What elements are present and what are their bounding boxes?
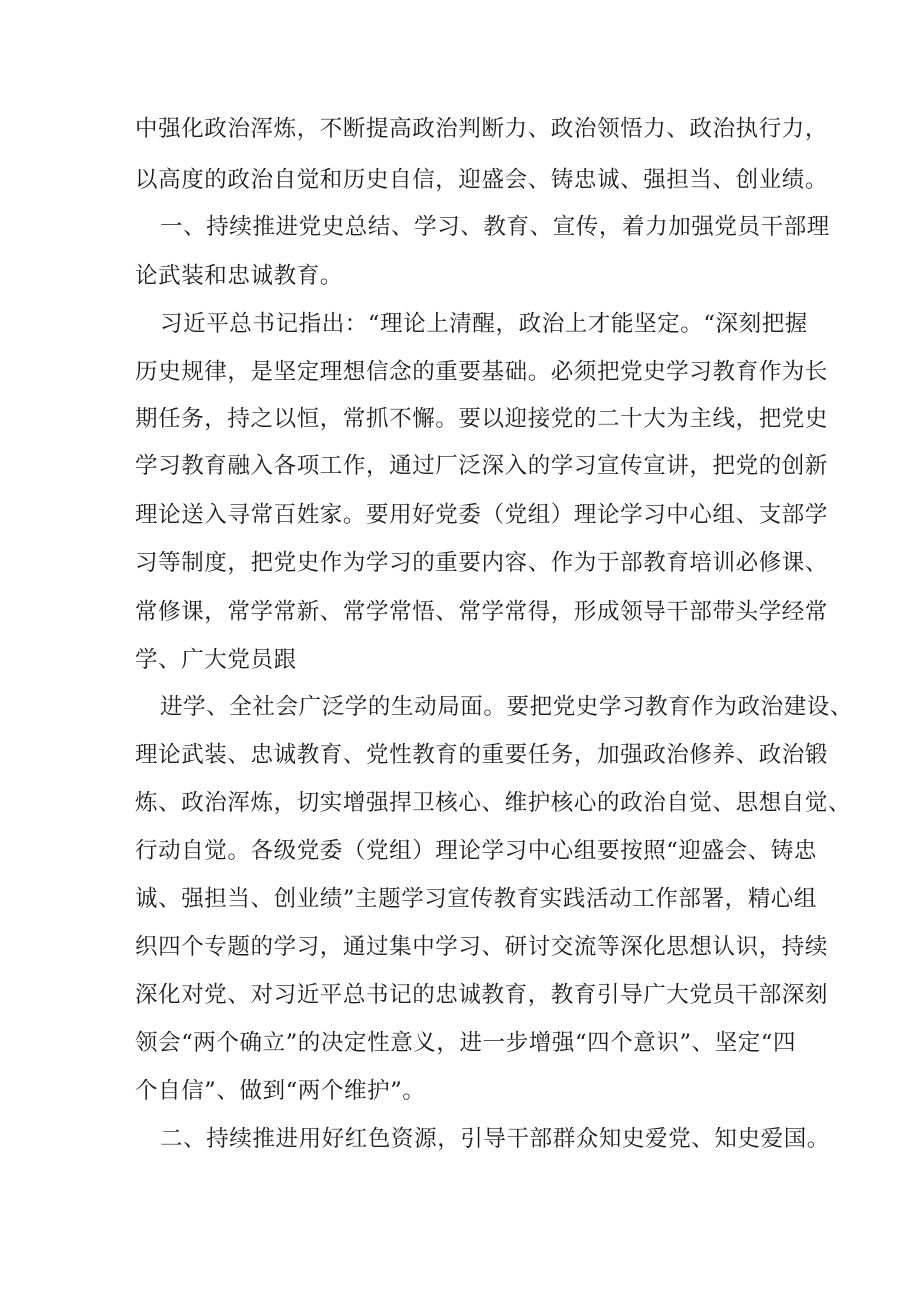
section-heading-1-cont: 论武装和忠诚教育。 [135, 263, 343, 289]
text-line: 行动自觉。各级党委（党组）理论学习中心组要按照“迎盛会、铸忠 [135, 838, 818, 864]
text-line: 以高度的政治自觉和历史自信，迎盛会、铸忠诚、强担当、创业绩。 [135, 167, 829, 193]
text-line: 历史规律，是坚定理想信念的重要基础。必须把党史学习教育作为长 [135, 359, 829, 385]
text-line: 习等制度，把党史作为学习的重要内容、作为于部教育培训必修课、 [135, 550, 829, 576]
section-heading-2: 二、持续推进用好红色资源，引导干部群众知史爱党、知史爱国。 [160, 1126, 830, 1152]
text-line: 期任务，持之以恒，常抓不懈。要以迎接党的二十大为主线，把党史 [135, 406, 829, 432]
text-line: 深化对党、对习近平总书记的忠诚教育，教育引导广大党员干部深刻 [135, 982, 829, 1008]
text-line: 个自信”、做到“两个维护”。 [135, 1078, 426, 1104]
text-line: 进学、全社会广泛学的生动局面。要把党史学习教育作为政治建设、 [160, 694, 854, 720]
text-line: 习近平总书记指出：“理论上清醒，政治上才能坚定。“深刻把握 [160, 311, 808, 337]
text-line: 理论武装、忠诚教育、党性教育的重要任务，加强政治修养、政治锻 [135, 742, 829, 768]
text-line: 学、广大党员跟 [135, 647, 297, 673]
text-line: 炼、政治浑炼，切实增强捍卫核心、维护核心的政治自觉、思想自觉、 [135, 790, 852, 816]
text-line: 学习教育融入各项工作，通过厂泛深入的学习宣传宣讲，把党的创新 [135, 453, 829, 479]
text-line: 中强化政治浑炼，不断提高政治判断力、政治领悟力、政治执行力， [135, 116, 829, 142]
text-line: 诚、强担当、创业绩”主题学习宣传教育实践活动工作部署，精心组 [135, 886, 818, 912]
text-line: 领会“两个确立”的决定性意义，进一步增强“四个意识”、坚定“四 [135, 1030, 797, 1056]
text-line: 理论送入寻常百姓家。要用好党委（党组）理论学习中心组、支部学 [135, 502, 829, 528]
text-line: 常修课，常学常新、常学常悟、常学常得，形成领导干部带头学经常 [135, 599, 829, 625]
section-heading-1: 一、持续推进党史总结、学习、教育、宣传，着力加强党员干部理 [160, 214, 830, 240]
text-line: 织四个专题的学习，通过集中学习、研讨交流等深化思想认识，持续 [135, 934, 829, 960]
